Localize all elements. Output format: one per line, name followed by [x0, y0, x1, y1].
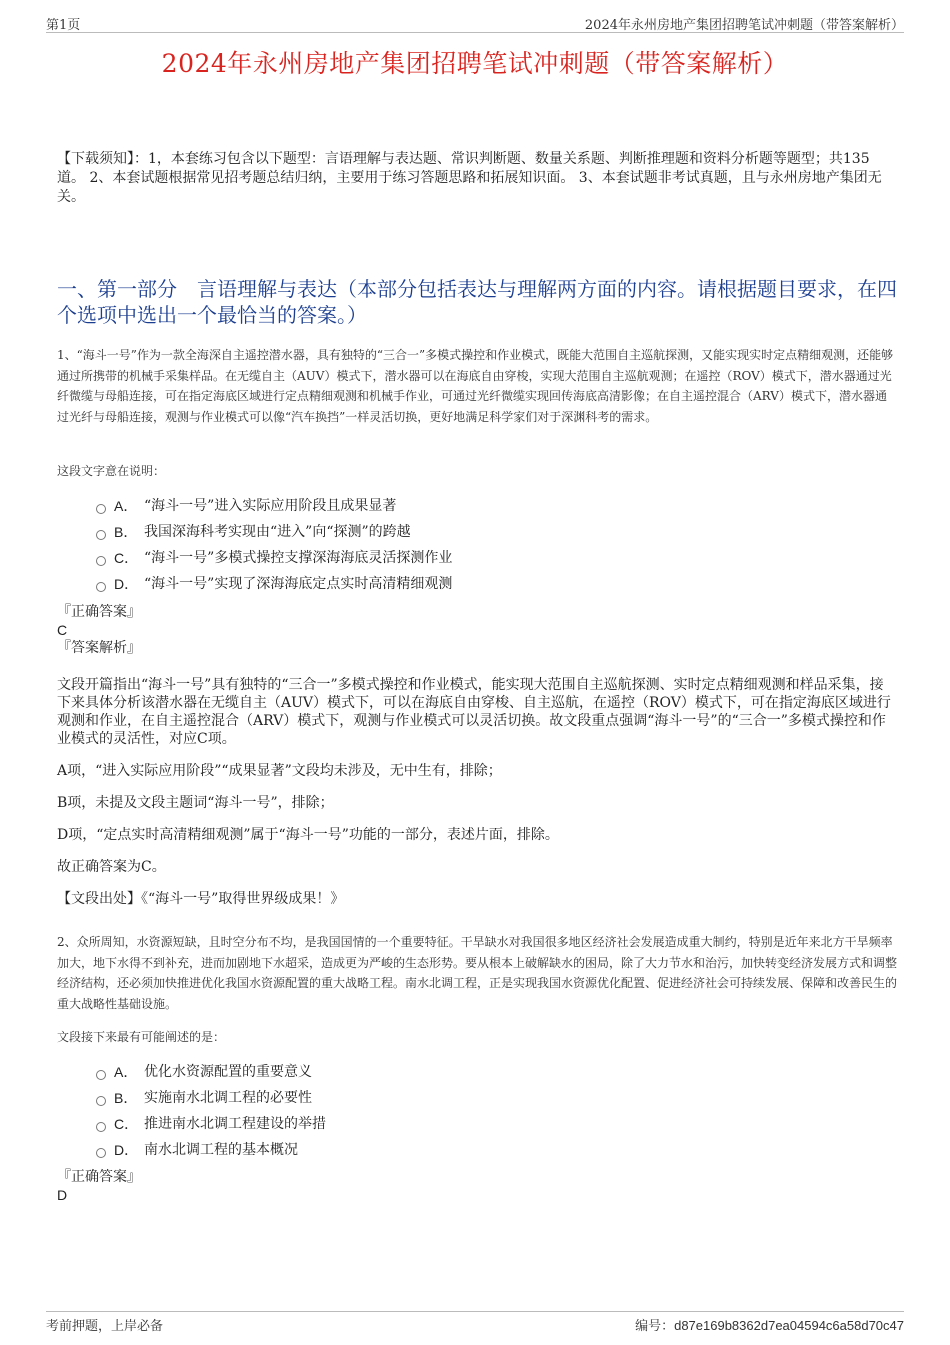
source-note: 【文段出处】《“海斗一号”取得世界级成果！》	[57, 891, 345, 907]
correct-answer: C	[57, 622, 68, 638]
question-1-stem: 1、“海斗一号”作为一款全海深自主遥控潜水器，具有独特的“三合一”多模式操控和作业模式，既能大范围自主巡航探测，又能实现实时定点精细观测，还能够通过所携带的机械手采集样品。在无缆自主（AUV）模式下，潜水器可以在海底自由穿梭，实现大范围自主巡航观测；在遥控（ROV）模式下，潜水器通过光纤微缆与母船连接，可在指定海底区域进行定点精细观测和机械手作业，可通过光纤微缆实现回传海底高清影像；在自主遥控混合（ARV）模式下，潜水器通过光纤与母船连接，观测与作业模式可以像“汽车换挡”一样灵活切换，更好地满足科学家们对于深渊科考的需求。	[57, 348, 894, 424]
option-a[interactable]: A． 优化水资源配置的重要意义	[96, 1059, 326, 1085]
question-2-options	[96, 1059, 326, 1163]
radio-icon[interactable]	[96, 582, 106, 592]
correct-answer: D	[57, 1187, 68, 1203]
analysis-paragraph: B项，未提及文段主题词“海斗一号”，排除；	[57, 795, 334, 811]
footer-code	[635, 1315, 904, 1334]
radio-icon[interactable]	[96, 504, 106, 514]
radio-icon[interactable]	[96, 1122, 106, 1132]
question-1-answer-block	[57, 603, 897, 657]
analysis-paragraph: A项，“进入实际应用阶段”“成果显著”文段均未涉及，无中生有，排除；	[57, 763, 502, 779]
radio-icon[interactable]	[96, 1096, 106, 1106]
option-d[interactable]: D． 南水北调工程的基本概况	[96, 1137, 326, 1163]
download-notice: 【下载须知】：1，本套练习包含以下题型：言语理解与表达题、常识判断题、数量关系题、判断推理题和资料分析题等题型；共135道。 2、本套试题根据常见招考题总结归纳，主要用于练习答题思路和拓展知识面。 3、本套试题非考试真题，且与永州房地产集团无关。	[57, 151, 882, 205]
page-header	[46, 14, 904, 33]
option-c[interactable]: C． “海斗一号”多模式操控支撑深海海底灵活探测作业	[96, 545, 452, 571]
question-2-prompt: 文段接下来最有可能阐述的是：	[57, 1030, 226, 1044]
page-number: 第1页	[46, 18, 81, 33]
answer-label: 『正确答案』	[57, 604, 141, 620]
question-1-prompt: 这段文字意在说明：	[57, 464, 166, 478]
section-heading: 一、第一部分 言语理解与表达（本部分包括表达与理解两方面的内容。请根据题目要求，在四个选项中选出一个最恰当的答案。）	[57, 277, 897, 327]
radio-icon[interactable]	[96, 556, 106, 566]
header-doc-title: 2024年永州房地产集团招聘笔试冲刺题（带答案解析）	[584, 18, 904, 33]
question-2-answer-block	[57, 1168, 897, 1204]
option-d[interactable]: D． “海斗一号”实现了深海海底定点实时高清精细观测	[96, 571, 452, 597]
option-a[interactable]: A． “海斗一号”进入实际应用阶段且成果显著	[96, 493, 452, 519]
footer-code-value: d87e169b8362d7ea04594c6a58d70c47	[674, 1318, 904, 1333]
footer-slogan: 考前押题，上岸必备	[46, 1319, 164, 1334]
analysis-label: 『答案解析』	[57, 640, 141, 656]
analysis-paragraph: 故正确答案为C。	[57, 859, 166, 875]
option-b[interactable]: B． 我国深海科考实现由“进入”向“探测”的跨越	[96, 519, 452, 545]
answer-label: 『正确答案』	[57, 1169, 141, 1185]
page-footer	[46, 1311, 904, 1332]
question-1-analysis	[57, 676, 897, 922]
analysis-paragraph: 文段开篇指出“海斗一号”具有独特的“三合一”多模式操控和作业模式，能实现大范围自主巡航探测、实时定点精细观测和样品采集，接下来具体分析该潜水器在无缆自主（AUV）模式下，可以在海底自由穿梭、自主巡航，在遥控（ROV）模式下，可在指定海底区域进行观测和作业，在自主遥控混合（ARV）模式下，观测与作业模式可以灵活切换。故文段重点强调“海斗一号”的“三合一”多模式操控和作业模式的灵活性，对应C项。	[57, 677, 891, 747]
radio-icon[interactable]	[96, 530, 106, 540]
document-title: 2024年永州房地产集团招聘笔试冲刺题（带答案解析）	[161, 49, 789, 78]
question-2-stem: 2、众所周知，水资源短缺，且时空分布不均，是我国国情的一个重要特征。干旱缺水对我国很多地区经济社会发展造成重大制约，特别是近年来北方干旱频率加大，地下水得不到补充，进而加剧地下水超采，造成更为严峻的生态形势。要从根本上破解缺水的困局，除了大力节水和治污，加快转变经济发展方式和调整经济结构，还必须加快推进优化我国水资源配置的重大战略工程。南水北调工程，正是实现我国水资源优化配置、促进经济社会可持续发展、保障和改善民生的重大战略性基础设施。	[57, 935, 898, 1011]
option-c[interactable]: C． 推进南水北调工程建设的举措	[96, 1111, 326, 1137]
radio-icon[interactable]	[96, 1070, 106, 1080]
footer-code-label: 编号：	[635, 1319, 675, 1334]
analysis-paragraph: D项，“定点实时高清精细观测”属于“海斗一号”功能的一部分，表述片面，排除。	[57, 827, 559, 843]
option-b[interactable]: B． 实施南水北调工程的必要性	[96, 1085, 326, 1111]
question-1-options	[96, 493, 452, 597]
radio-icon[interactable]	[96, 1148, 106, 1158]
